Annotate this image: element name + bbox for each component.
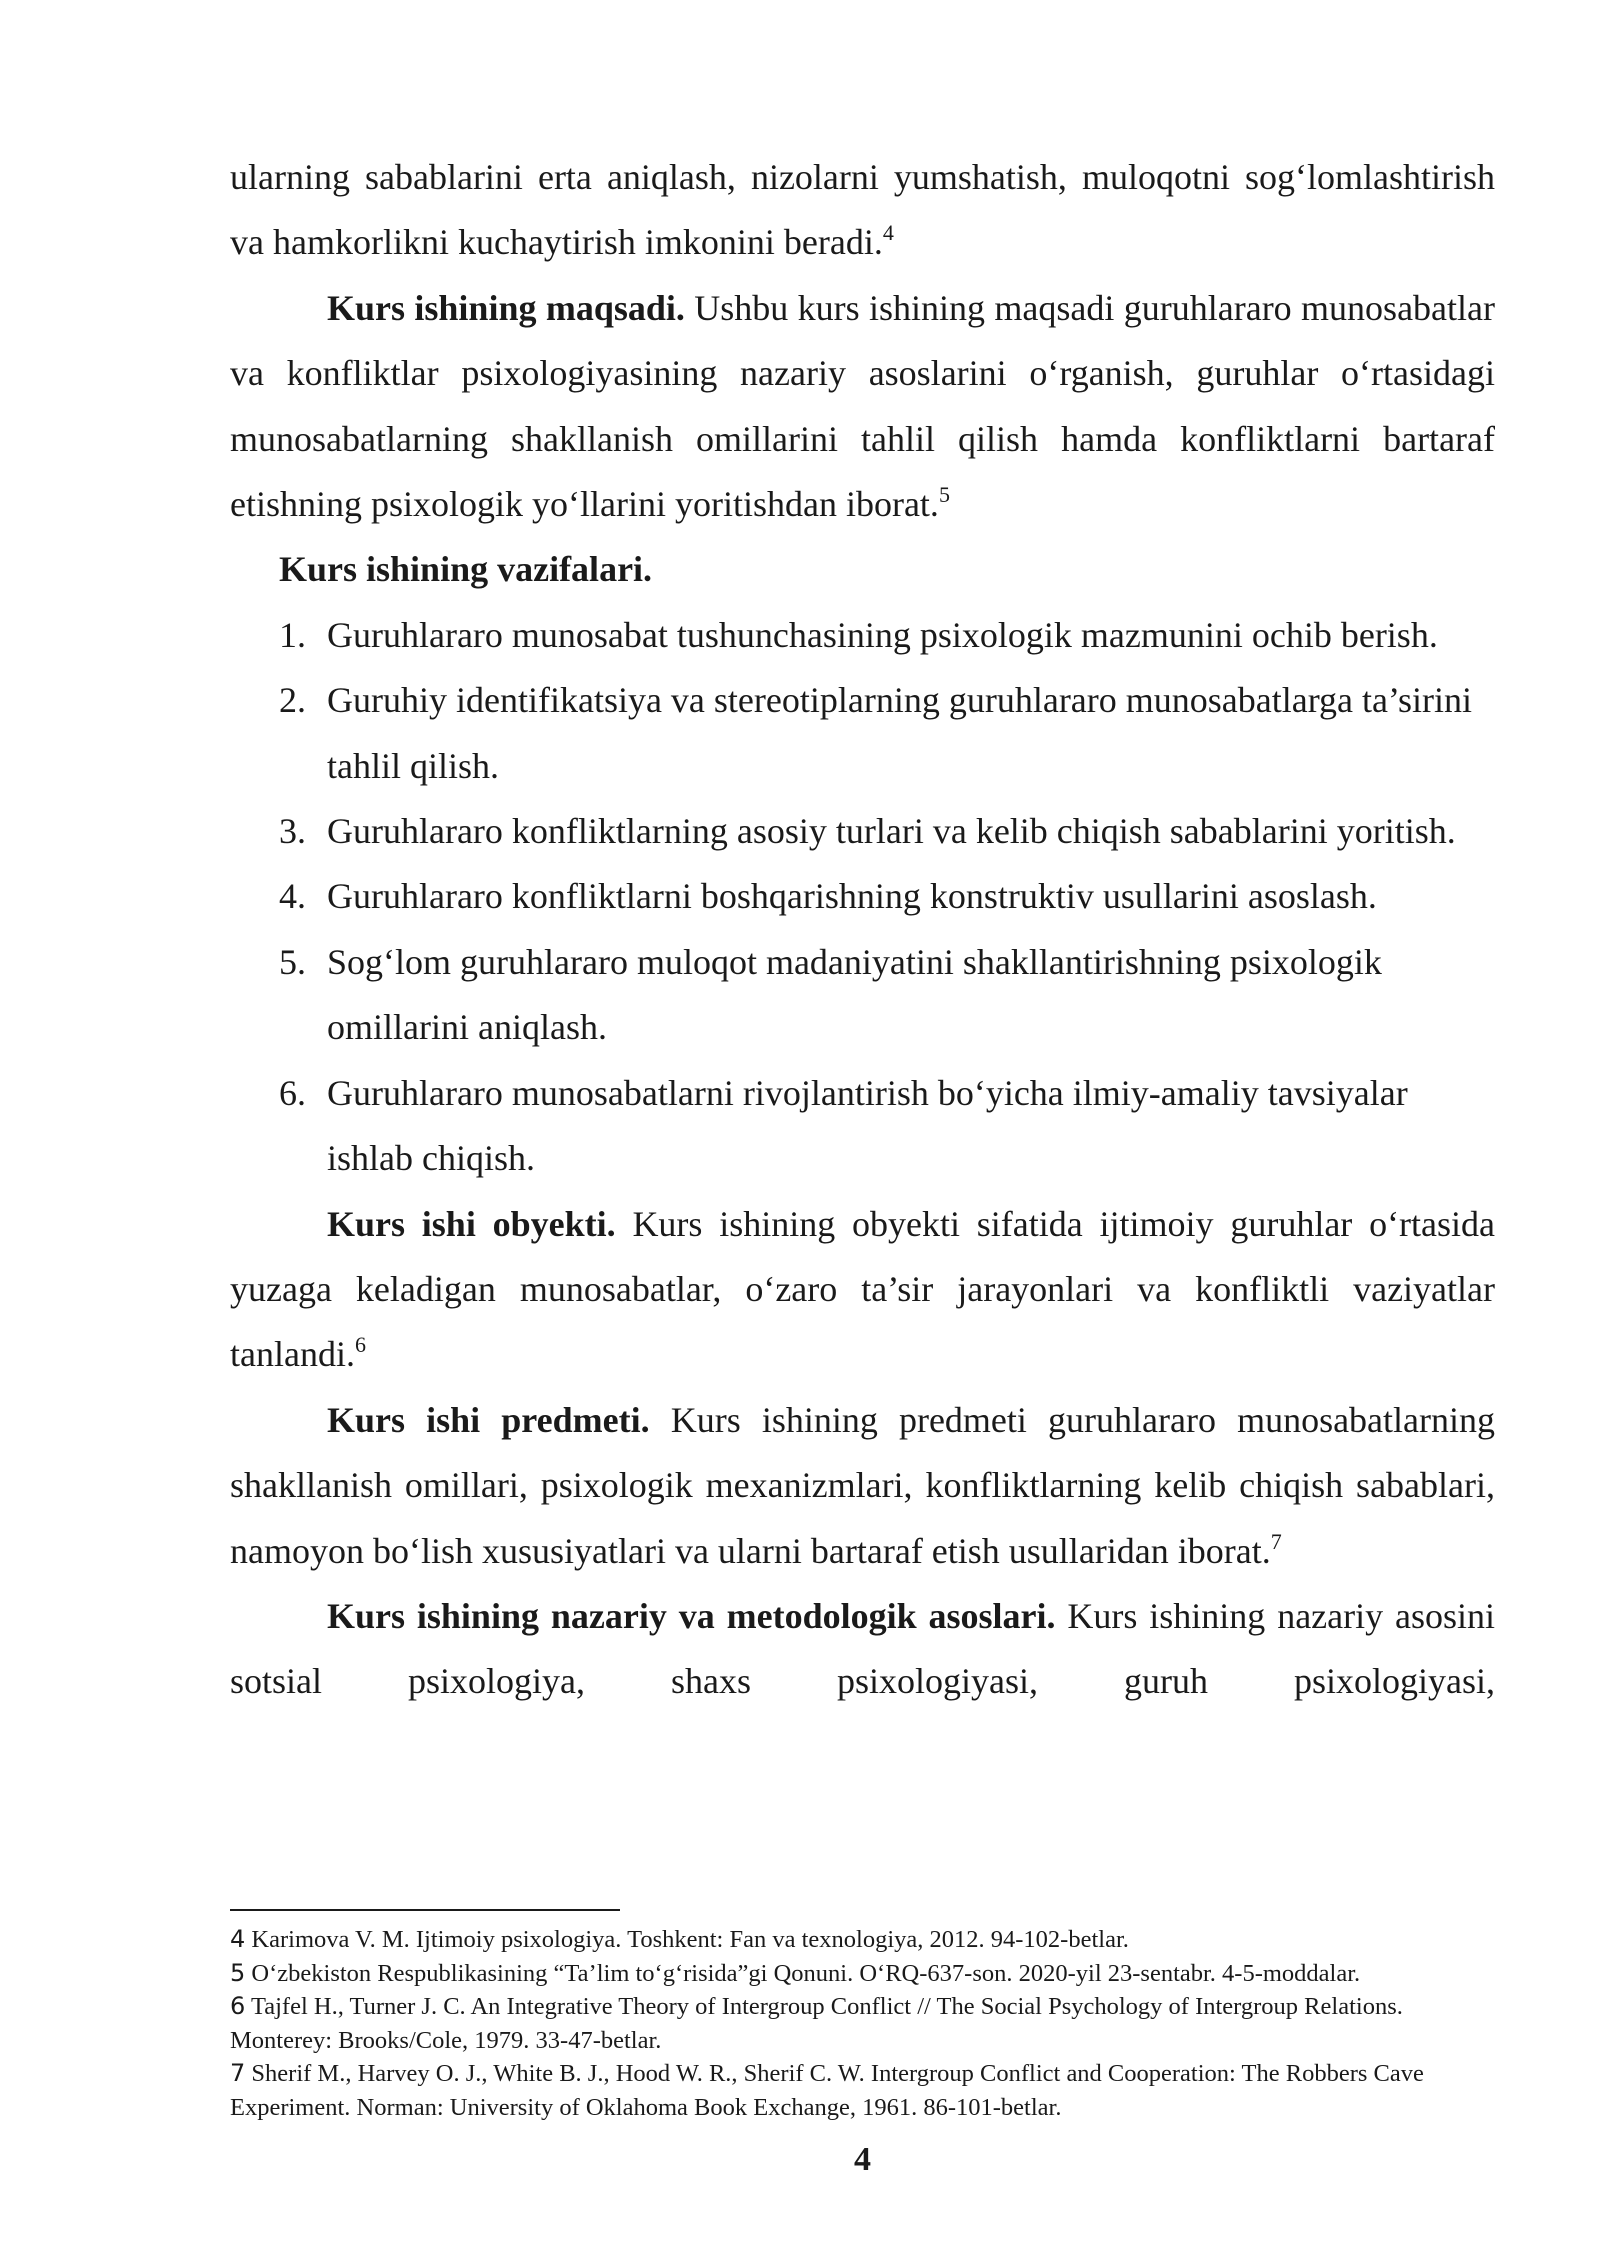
task-number: 5. bbox=[279, 941, 306, 982]
footnote-ref: 4 bbox=[882, 220, 894, 246]
task-text: Guruhiy identifikatsiya va stereotiplarning guruhlararo munosabatlarga ta’sirini tahlil qilish. bbox=[327, 680, 1473, 786]
footnote-ref: 6 bbox=[354, 1332, 366, 1358]
paragraph-heading: Kurs ishi obyekti. bbox=[327, 1203, 616, 1244]
footnote-number: 4 bbox=[230, 1925, 246, 1953]
task-item bbox=[230, 603, 1495, 668]
task-text: Guruhlararo munosabat tushunchasining psixologik mazmunini ochib berish. bbox=[327, 614, 1438, 655]
task-number: 2. bbox=[279, 680, 306, 721]
task-number: 1. bbox=[279, 614, 306, 655]
footnote-ref: 5 bbox=[938, 482, 950, 508]
paragraph-goal bbox=[230, 276, 1495, 538]
task-item bbox=[230, 668, 1495, 799]
paragraph-text: ularning sabablarini erta aniqlash, nizolarni yumshatish, muloqotni sog‘lomlashtirish va hamkorlikni kuchaytirish imkonini beradi. bbox=[230, 157, 1495, 263]
task-item bbox=[230, 1061, 1495, 1192]
body-text bbox=[230, 145, 1495, 1715]
task-item bbox=[230, 799, 1495, 864]
task-text: Guruhlararo konfliktlarning asosiy turlari va kelib chiqish sabablarini yoritish. bbox=[327, 811, 1456, 852]
paragraph-text: Kurs ishining predmeti guruhlararo munosabatlarning shakllanish omillari, psixologik mexanizmlari, konfliktlarning kelib chiqish sabablari, namoyon bo‘lish xususiyatlari va ularni bartaraf etish usullaridan iborat. bbox=[230, 1399, 1496, 1571]
task-number: 4. bbox=[279, 876, 306, 917]
footnote-text: Sherif M., Harvey O. J., White B. J., Hood W. R., Sherif C. W. Intergroup Conflict and Cooperation: The Robbers Cave Experiment. Norman: University of Oklahoma Book Exchange, 1961. 86-101-betlar. bbox=[230, 2060, 1424, 2121]
page-number: 4 bbox=[854, 2141, 871, 2178]
footnote-number: 7 bbox=[230, 2059, 246, 2087]
footnote-number: 6 bbox=[230, 1992, 246, 2020]
paragraph-text: Kurs ishining nazariy asosini sotsial psixologiya, shaxs psixologiyasi, guruh psixologiyasi, bbox=[230, 1595, 1496, 1702]
footnotes bbox=[230, 1923, 1495, 2124]
task-text: Guruhlararo konfliktlarni boshqarishning konstruktiv usullarini asoslash. bbox=[327, 876, 1377, 917]
footnote-text: Karimova V. M. Ijtimoiy psixologiya. Toshkent: Fan va texnologiya, 2012. 94-102-betlar. bbox=[251, 1926, 1129, 1953]
paragraph-text: Ushbu kurs ishining maqsadi guruhlararo munosabatlar va konfliktlar psixologiyasining nazariy asoslarini o‘rganish, guruhlar o‘rtasidagi munosabatlarning shakllanish omillarini tahlil qilish hamda konfliktlarni bartaraf etishning psixologik yo‘llarini yoritishdan iborat. bbox=[230, 287, 1495, 525]
task-list bbox=[230, 603, 1495, 1192]
footnote-ref: 7 bbox=[1270, 1528, 1282, 1554]
task-number: 6. bbox=[279, 1072, 306, 1113]
footnote-number: 5 bbox=[230, 1958, 246, 1987]
task-text: Guruhlararo munosabatlarni rivojlantirish bo‘yicha ilmiy-amaliy tavsiyalar ishlab chiqish. bbox=[327, 1072, 1408, 1179]
task-item bbox=[230, 864, 1495, 929]
paragraph-object bbox=[230, 1192, 1495, 1388]
task-text: Sog‘lom guruhlararo muloqot madaniyatini shakllantirishning psixologik omillarini aniqlash. bbox=[327, 941, 1382, 1048]
paragraph-intro bbox=[230, 145, 1495, 276]
paragraph-text: Kurs ishining obyekti sifatida ijtimoiy guruhlar o‘rtasida yuzaga keladigan munosabatlar, o‘zaro ta’sir jarayonlari va konfliktli vaziyatlar tanlandi. bbox=[230, 1203, 1496, 1375]
footnote bbox=[230, 1923, 1495, 1957]
footnote-text: Tajfel H., Turner J. C. An Integrative Theory of Intergroup Conflict // The Social Psychology of Intergroup Relations. Monterey: Brooks/Cole, 1979. 33-47-betlar. bbox=[230, 1993, 1403, 2054]
task-item bbox=[230, 930, 1495, 1061]
paragraph-heading: Kurs ishining maqsadi. bbox=[327, 287, 685, 328]
footnote-separator bbox=[230, 1909, 620, 1911]
footnote bbox=[230, 1957, 1495, 1991]
paragraph-subject bbox=[230, 1388, 1495, 1584]
footnote-text: O‘zbekiston Respublikasining “Ta’lim to‘g‘risida”gi Qonuni. O‘RQ-637-son. 2020-yil 23-sentabr. 4-5-moddalar. bbox=[251, 1959, 1361, 1987]
paragraph-heading: Kurs ishi predmeti. bbox=[327, 1399, 650, 1440]
footnote bbox=[230, 1990, 1495, 2057]
paragraph-heading: Kurs ishining nazariy va metodologik asoslari. bbox=[327, 1595, 1056, 1636]
tasks-heading: Kurs ishining vazifalari. bbox=[279, 549, 653, 590]
paragraph-basis bbox=[230, 1584, 1495, 1715]
footnote bbox=[230, 2057, 1495, 2124]
task-number: 3. bbox=[279, 811, 306, 852]
